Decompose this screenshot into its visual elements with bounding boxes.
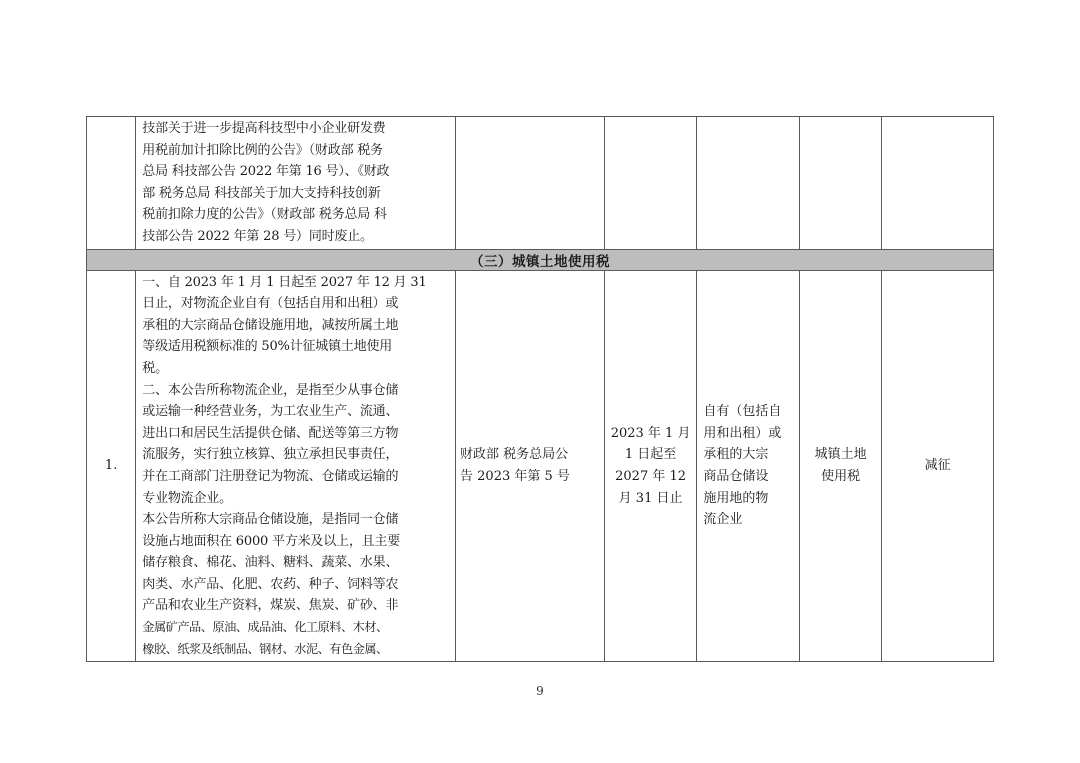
text-line: 总局 科技部公告 2022 年第 16 号）、《财政 <box>142 164 390 180</box>
basis-line: 财政部 税务总局公 <box>460 447 569 463</box>
tax-line: 使用税 <box>821 468 861 484</box>
cell-target-empty <box>697 117 800 250</box>
text-line: 一、自 2023 年 1 月 1 日起至 2027 年 12 月 31 <box>142 274 427 290</box>
cell-content <box>136 270 456 662</box>
cell-period <box>604 270 697 662</box>
text-line: 或运输一种经营业务，为工农业生产、流通、 <box>142 404 399 420</box>
target-line: 承租的大宗 <box>703 447 769 463</box>
cell-basis <box>456 270 605 662</box>
period-line: 月 31 日止 <box>618 490 683 506</box>
target-line: 商品仓储设 <box>703 468 769 484</box>
text-line: 设施占地面积在 6000 平方米及以上，且主要 <box>142 533 401 549</box>
cell-index-empty <box>87 117 136 250</box>
table-row-continued <box>87 117 994 250</box>
text-line: 金属矿产品、原油、成品油、化工原料、木材、 <box>142 620 388 635</box>
cell-target <box>697 270 800 662</box>
tax-line: 城镇土地 <box>814 447 867 463</box>
text-line: 用税前加计扣除比例的公告》（财政部 税务 <box>142 142 383 158</box>
basis-line: 告 2023 年第 5 号 <box>460 468 570 484</box>
text-line: 日止，对物流企业自有（包括自用和出租）或 <box>142 296 399 312</box>
table-row <box>87 270 994 662</box>
target-line: 自有（包括自 <box>703 404 782 420</box>
text-line: 承租的大宗商品仓储设施用地，减按所属土地 <box>142 317 399 333</box>
text-line: 橡胶、纸浆及纸制品、钢材、水泥、有色金属、 <box>142 641 388 656</box>
target-line: 用和出租）或 <box>703 425 782 441</box>
method-text: 减征 <box>924 458 951 474</box>
text-line: 进出口和居民生活提供仓储、配送等第三方物 <box>142 425 399 441</box>
text-line: 流服务，实行独立核算、独立承担民事责任， <box>142 447 399 463</box>
row-index-text: 1. <box>104 458 118 474</box>
target-line: 施用地的物 <box>703 490 769 506</box>
text-line: 肉类、水产品、化肥、农药、种子、饲料等农 <box>142 576 399 592</box>
period-line: 2027 年 12 <box>615 468 687 484</box>
cell-tax-type <box>799 270 881 662</box>
text-line: 技部公告 2022 年第 28 号）同时废止。 <box>142 228 373 244</box>
period-line: 1 日起至 <box>624 447 677 463</box>
section-title: （三）城镇土地使用税 <box>87 249 994 270</box>
period-line: 2023 年 1 月 <box>610 425 691 441</box>
text-line: 并在工商部门注册登记为物流、仓储或运输的 <box>142 468 399 484</box>
page-number: 9 <box>536 684 544 698</box>
cell-basis-empty <box>456 117 605 250</box>
text-line: 等级适用税额标准的 50%计征城镇土地使用 <box>142 339 393 355</box>
text-line: 部 税务总局 科技部关于加大支持科技创新 <box>142 185 381 201</box>
text-line: 税。 <box>142 360 168 376</box>
text-line: 技部关于进一步提高科技型中小企业研发费 <box>142 121 386 136</box>
text-line: 产品和农业生产资料，煤炭、焦炭、矿砂、非 <box>142 598 399 614</box>
cell-content-continued <box>136 117 456 250</box>
text-line: 储存粮食、棉花、油料、糖料、蔬菜、水果、 <box>142 555 399 571</box>
cell-period-empty <box>604 117 697 250</box>
cell-tax-empty <box>799 117 881 250</box>
text-line: 税前扣除力度的公告》（财政部 税务总局 科 <box>142 207 387 223</box>
policy-table <box>86 116 994 662</box>
row-index <box>87 270 136 662</box>
cell-method-empty <box>882 117 994 250</box>
cell-method <box>882 270 994 662</box>
text-line: 本公告所称大宗商品仓储设施，是指同一仓储 <box>142 512 399 528</box>
text-line: 专业物流企业。 <box>142 490 232 506</box>
section-header-row <box>87 249 994 270</box>
text-line: 二、本公告所称物流企业，是指至少从事仓储 <box>142 382 399 398</box>
target-line: 流企业 <box>703 512 743 528</box>
